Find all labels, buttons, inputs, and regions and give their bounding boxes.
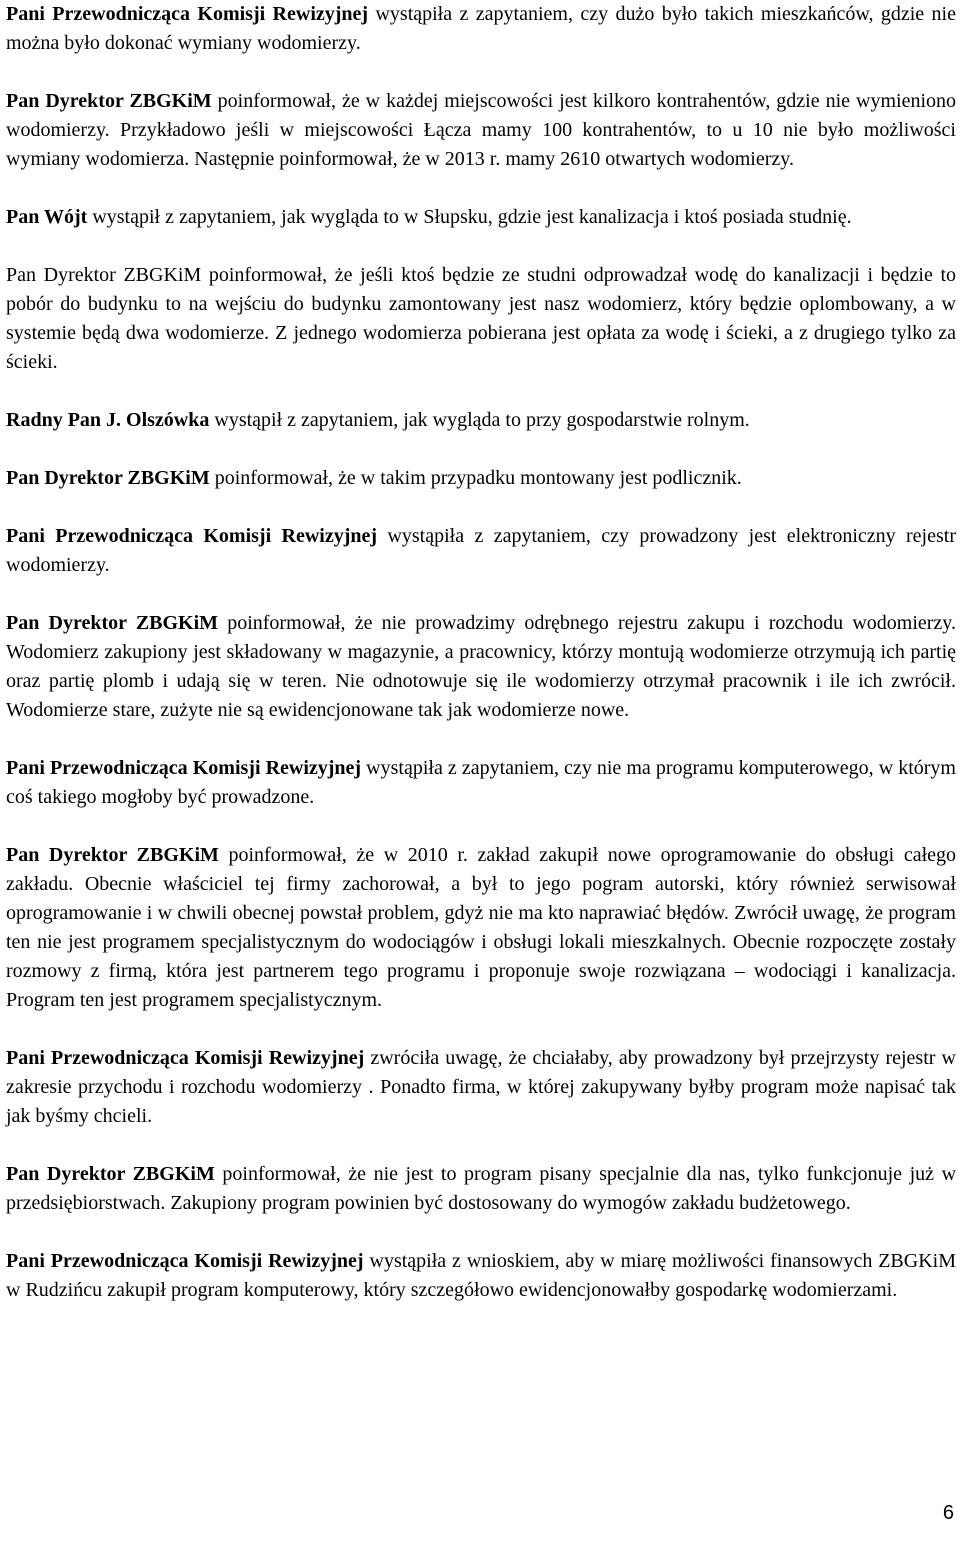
- paragraph-text: wystąpił z zapytaniem, jak wygląda to przy gospodarstwie rolnym.: [209, 409, 750, 431]
- paragraph: [6, 609, 956, 725]
- paragraph: [6, 841, 956, 1015]
- paragraph: [6, 1160, 956, 1218]
- paragraph: [6, 1044, 956, 1131]
- paragraph-text: poinformował, że w takim przypadku montowany jest podlicznik.: [209, 467, 742, 489]
- paragraph-text: wystąpiła z zapytaniem, czy dużo było takich mieszkańców, gdzie nie można było dokonać wymiany wodomierzy.: [6, 3, 956, 54]
- paragraph-text: poinformował, że w 2010 r. zakład zakupił nowe oprogramowanie do obsługi całego zakładu. Obecnie właściciel tej firmy zachorował, a był to jego pogram autorski, który również serwisował oprogramowanie i w chwili obecnej powstał problem, gdyż nie ma kto naprawiać błędów. Zwrócił uwagę, że program ten nie jest programem specjalistycznym do wodociągów i obsługi lokali mieszkalnych. Obecnie rozpoczęte zostały rozmowy z firmą, która jest partnerem tego programu i proponuje swoje rozwiązana – wodociągi i kanalizacja. Program ten jest programem specjalistycznym.: [6, 844, 957, 1011]
- paragraph: [6, 406, 956, 435]
- speaker-name: Pan Dyrektor ZBGKiM: [6, 90, 212, 112]
- speaker-name: Pani Przewodnicząca Komisji Rewizyjnej: [6, 1047, 365, 1069]
- paragraph: [6, 464, 956, 493]
- speaker-name: Pani Przewodnicząca Komisji Rewizyjnej: [6, 525, 378, 547]
- speaker-name: Pani Przewodnicząca Komisji Rewizyjnej: [6, 1250, 364, 1272]
- document-page: [6, 0, 956, 1334]
- speaker-name: Pan Dyrektor ZBGKiM: [6, 612, 219, 634]
- page-number: 6: [942, 1502, 954, 1524]
- paragraph-text: poinformował, że nie prowadzimy odrębnego rejestru zakupu i rozchodu wodomierzy. Wodomierz zakupiony jest składowany w magazynie, a pracownicy, którzy montują wodomierze otrzymują ich partię oraz partię plomb i udają się w teren. Nie odnotowuje się ile wodomierzy otrzymał pracownik i ile ich zwrócił. Wodomierze stare, zużyte nie są ewidencjonowane tak jak wodomierze nowe.: [6, 612, 957, 721]
- paragraph: [6, 87, 956, 174]
- speaker-name: Pani Przewodnicząca Komisji Rewizyjnej: [6, 757, 362, 779]
- paragraph-text: wystąpił z zapytaniem, jak wygląda to w Słupsku, gdzie jest kanalizacja i ktoś posiada studnię.: [87, 206, 852, 228]
- paragraph-text: wystąpiła z zapytaniem, czy prowadzony jest elektroniczny rejestr wodomierzy.: [6, 525, 956, 576]
- paragraph: [6, 1247, 956, 1305]
- paragraph-text: zwróciła uwagę, że chciałaby, aby prowadzony był przejrzysty rejestr w zakresie przychodu i rozchodu wodomierzy . Ponadto firma, w której zakupywany byłby program może napisać tak jak byśmy chcieli.: [6, 1047, 956, 1127]
- speaker-name: Pan Dyrektor ZBGKiM: [6, 1163, 215, 1185]
- paragraph-text: wystąpiła z wnioskiem, aby w miarę możliwości finansowych ZBGKiM w Rudzińcu zakupił program komputerowy, który szczegółowo ewidencjonowałby gospodarkę wodomierzami.: [6, 1250, 956, 1301]
- speaker-name: Pan Dyrektor ZBGKiM: [6, 844, 219, 866]
- paragraph-text: poinformował, że w każdej miejscowości jest kilkoro kontrahentów, gdzie nie wymieniono wodomierzy. Przykładowo jeśli w miejscowości Łącza mamy 100 kontrahentów, to u 10 nie było możliwości wymiany wodomierza. Następnie poinformował, że w 2013 r. mamy 2610 otwartych wodomierzy.: [6, 90, 957, 170]
- speaker-name: Radny Pan J. Olszówka: [6, 409, 210, 431]
- paragraph: [6, 522, 956, 580]
- paragraph: [6, 261, 956, 377]
- paragraph-text: Pan Dyrektor ZBGKiM poinformował, że jeśli ktoś będzie ze studni odprowadzał wodę do kanalizacji i będzie to pobór do budynku to na wejściu do budynku zamontowany jest nasz wodomierz, który będzie oplombowany, a w systemie będą dwa wodomierze. Z jednego wodomierza pobierana jest opłata za wodę i ścieki, a z drugiego tylko za ścieki.: [6, 264, 956, 373]
- paragraph: [6, 0, 956, 58]
- paragraph-text: poinformował, że nie jest to program pisany specjalnie dla nas, tylko funkcjonuje już w przedsiębiorstwach. Zakupiony program powinien być dostosowany do wymogów zakładu budżetowego.: [6, 1163, 957, 1214]
- paragraph-text: wystąpiła z zapytaniem, czy nie ma programu komputerowego, w którym coś takiego mogłoby być prowadzone.: [6, 757, 956, 808]
- speaker-name: Pan Dyrektor ZBGKiM: [6, 467, 210, 489]
- paragraph: [6, 203, 956, 232]
- speaker-name: Pan Wójt: [6, 206, 88, 228]
- speaker-name: Pani Przewodnicząca Komisji Rewizyjnej: [6, 3, 369, 25]
- paragraph: [6, 754, 956, 812]
